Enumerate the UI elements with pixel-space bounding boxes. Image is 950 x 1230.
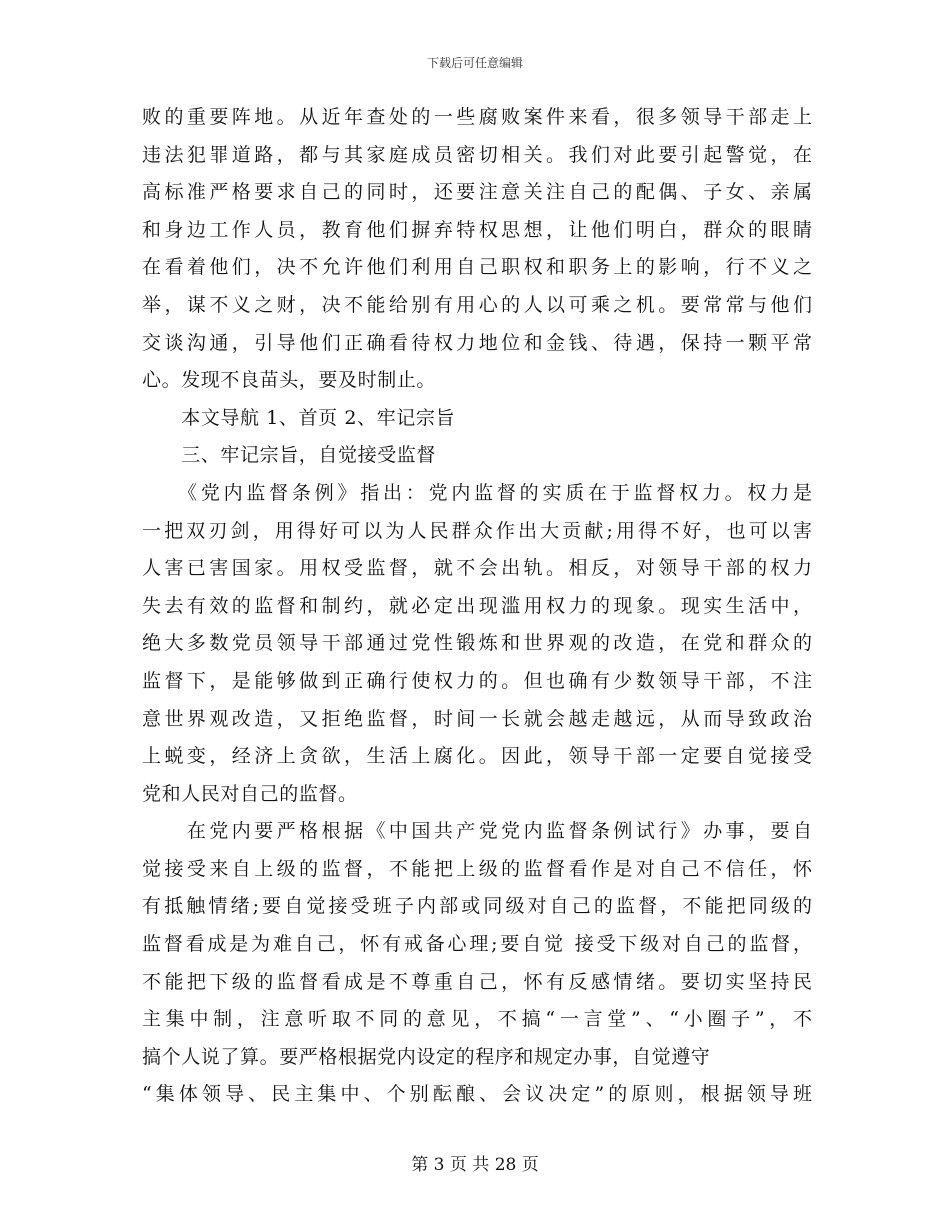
text-line: 意世界观改造，又拒绝监督，时间一长就会越走越远，从而导致政治 <box>142 707 812 730</box>
text-line: 高标准严格要求自己的同时，还要注意关注自己的配偶、子女、亲属 <box>142 181 812 204</box>
text-line: 交谈沟通，引导他们正确看待权力地位和金钱、待遇，保持一颗平常 <box>142 331 812 354</box>
text-line: 和身边工作人员，教育他们摒弃特权思想，让他们明白，群众的眼睛 <box>142 218 812 241</box>
text-line: 心。发现不良苗头，要及时制止。 <box>142 369 437 392</box>
section-heading: 三、牢记宗旨，自觉接受监督 <box>142 444 437 467</box>
text-line: 上蜕变，经济上贪欲，生活上腐化。因此，领导干部一定要自觉接受 <box>142 745 812 768</box>
text-line: 人害已害国家。用权受监督，就不会出轨。相反，对领导干部的权力 <box>142 557 812 580</box>
text-line: 败的重要阵地。从近年查处的一些腐败案件来看，很多领导干部走上 <box>142 106 812 128</box>
text-line: 主集中制，注意听取不同的意见，不搞“一言堂”、“小圈子”，不 <box>142 1008 812 1031</box>
text-line: 觉接受来自上级的监督，不能把上级的监督看作是对自己不信任，怀 <box>142 857 812 880</box>
text-line: 一把双刃剑，用得好可以为人民群众作出大贡献;用得不好，也可以害 <box>142 519 812 542</box>
text-line: 绝大多数党员领导干部通过党性锻炼和世界观的改造，在党和群众的 <box>142 632 812 655</box>
text-line: 在看着他们，决不允许他们利用自己职权和职务上的影响，行不义之 <box>142 256 812 279</box>
text-line: 举，谋不义之财，决不能给别有用心的人以可乘之机。要常常与他们 <box>142 293 812 316</box>
text-line: 监督下，是能够做到正确行使权力的。但也确有少数领导干部，不注 <box>142 669 812 692</box>
text-line: 失去有效的监督和制约，就必定出现滥用权力的现象。现实生活中， <box>142 594 812 617</box>
text-line: 违法犯罪道路，都与其家庭成员密切相关。我们对此要引起警觉，在 <box>142 143 812 166</box>
text-line: 搞个人说了算。要严格根据党内设定的程序和规定办事，自觉遵守 <box>142 1045 711 1068</box>
text-line: 党和人民对自己的监督。 <box>142 782 358 805</box>
text-line: 本文导航 1、首页 2、牢记宗旨 <box>142 406 456 429</box>
text-line: 在党内要严格根据《中国共产党党内监督条例试行》办事，要自 <box>142 820 812 843</box>
text-line: 不能把下级的监督看成是不尊重自己，怀有反感情绪。要切实坚持民 <box>142 970 812 993</box>
text-line: “集体领导、民主集中、个别酝酿、会议决定”的原则，根据领导班 <box>142 1083 812 1106</box>
page-number: 第 3 页 共 28 页 <box>411 1155 539 1175</box>
text-line: 监督看成是为难自己，怀有戒备心理;要自觉 接受下级对自己的监督， <box>142 933 812 956</box>
page-header: 下载后可任意编辑 <box>426 56 523 70</box>
text-line: 有抵触情绪;要自觉接受班子内部或同级对自己的监督，不能把同级的 <box>142 895 812 918</box>
document-body <box>142 99 812 1114</box>
text-line: 《党内监督条例》指出：党内监督的实质在于监督权力。权力是 <box>142 481 812 504</box>
